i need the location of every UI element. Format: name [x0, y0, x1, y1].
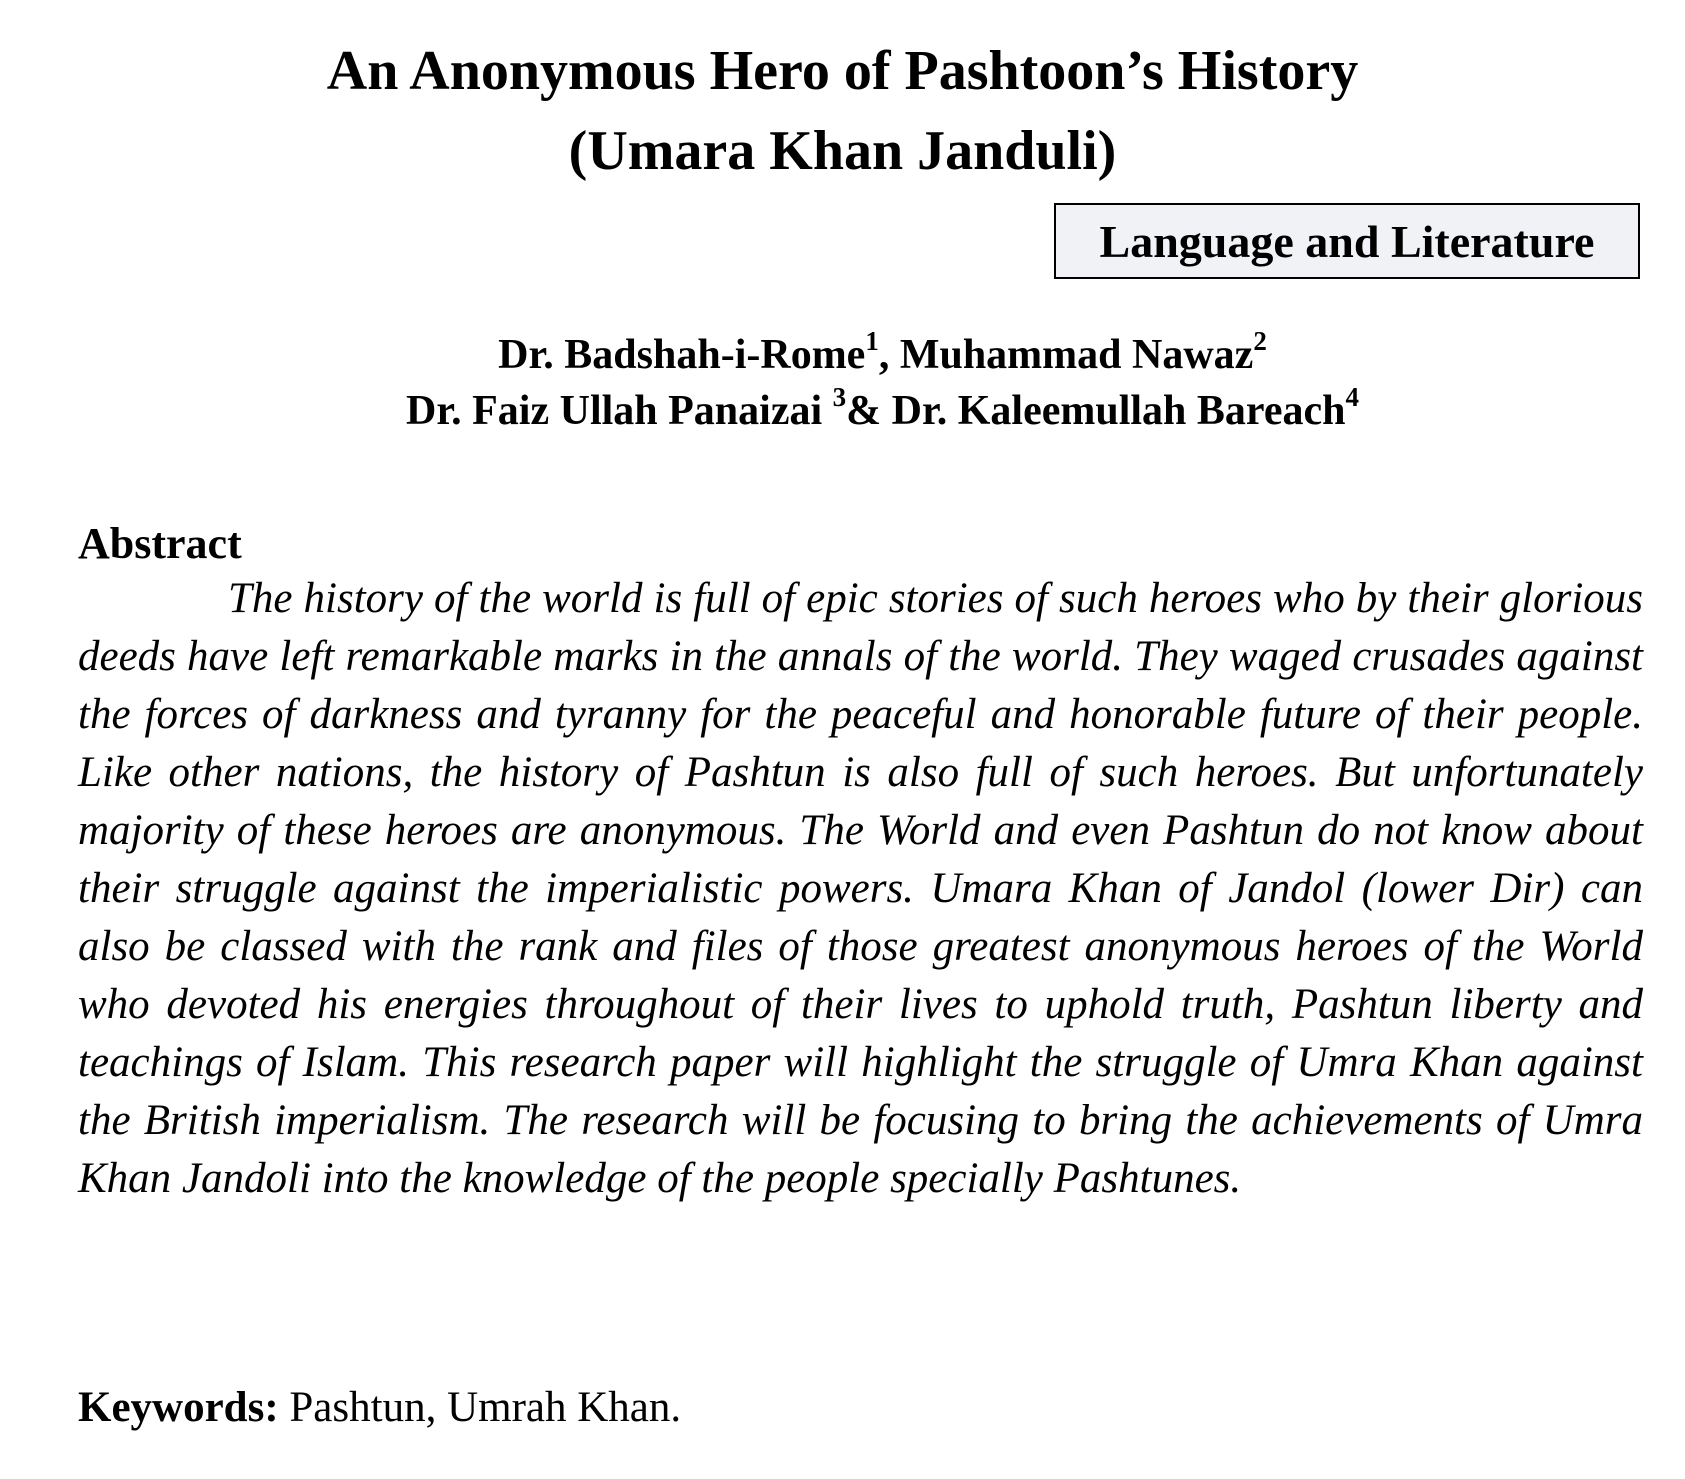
keywords-value: Pashtun, Umrah Khan. — [278, 1384, 682, 1431]
keywords-label: Keywords: — [78, 1384, 279, 1431]
author-affiliation-mark: 2 — [1253, 326, 1267, 356]
abstract-heading: Abstract — [78, 519, 242, 568]
author-name: Muhammad Nawaz — [899, 332, 1254, 378]
author-name: Dr. Kaleemullah Bareach — [891, 388, 1346, 434]
abstract-body: The history of the world is full of epic stories of such heroes who by their glorious deeds have left remarkable marks in the annals of the world. They waged crusades against the forces of darkness and tyranny for the peaceful and honorable future of their people. Like other nations, the history of Pashtun is also full of such heroes. But unfortunately majority of these heroes are anonymous. The World and even Pashtun do not know about their struggle against the imperialistic powers. Umara Khan of Jandol (lower Dir) can also be classed with the rank and files of those greatest anonymous heroes of the World who devoted his energies throughout of their lives to uphold truth, Pashtun liberty and teachings of Islam. This research paper will highlight the struggle of Umra Khan against the British imperialism. The research will be focusing to bring the achievements of Umra Khan Jandoli into the knowledge of the people specially Pashtunes. — [78, 575, 1643, 1202]
author-affiliation-mark: 4 — [1345, 382, 1359, 412]
author-name: Dr. Badshah-i-Rome — [498, 332, 866, 378]
author-separator: , — [878, 332, 900, 378]
paper-title-line-2: (Umara Khan Janduli) — [568, 120, 1117, 182]
authors-line-1 — [40, 328, 1685, 382]
author-separator: & — [846, 388, 892, 434]
subject-category-badge — [1054, 203, 1640, 279]
subject-category-label: Language and Literature — [1099, 215, 1595, 267]
authors-line-2 — [40, 384, 1685, 438]
author-name: Dr. Faiz Ullah Panaizai — [406, 388, 833, 434]
paper-title-line-1: An Anonymous Hero of Pashtoon’s History — [326, 40, 1359, 102]
author-affiliation-mark: 3 — [832, 382, 847, 412]
keywords-line — [78, 1380, 681, 1436]
author-affiliation-mark: 1 — [865, 326, 879, 356]
